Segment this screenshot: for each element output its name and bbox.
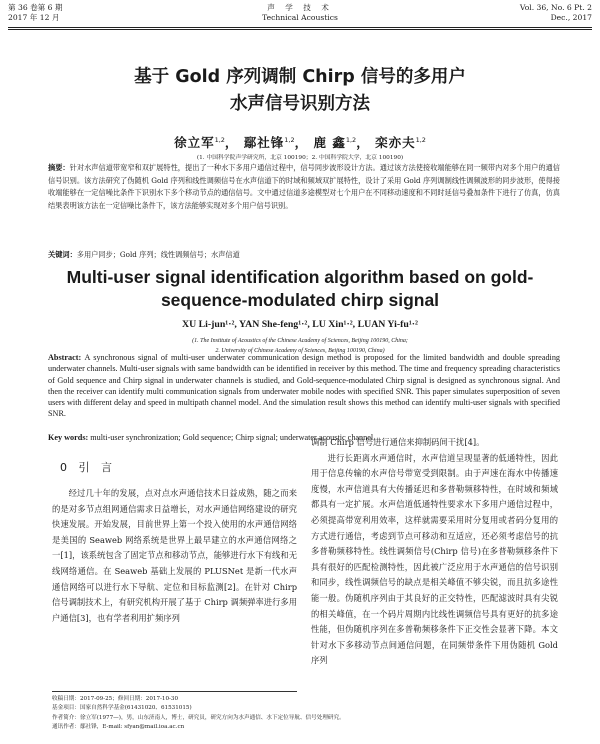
author-sup: 1,2 — [284, 135, 295, 144]
footnote-bio: 作者简介：徐立军(1977—)，男，山东济南人，博士，研究员，研究方向为水声通信、水下定位导航、信号处理研究。 — [52, 714, 345, 721]
footnote-fund: 基金项目：国家自然科学基金(61431020、61531015) — [52, 705, 192, 712]
authors-en: XU Li-jun¹·², YAN She-feng¹·², LU Xin¹·², LUAN Yi-fu¹·² — [182, 319, 418, 330]
title-cn-line2: 水声信号识别方法 — [230, 94, 370, 114]
author-cn: 栾亦夫 — [375, 135, 416, 150]
affiliation-en-2: 2. University of Chinese Academy of Sciences, Beijing 100190, China) — [215, 348, 385, 354]
volume-issue: 第 36 卷第 6 期 — [8, 3, 63, 12]
abstract-cn-label: 摘要： — [48, 163, 70, 172]
affiliation-en-1: (1. The Institute of Acoustics of the Chinese Academy of Sciences, Beijing 100190, China; — [192, 338, 408, 344]
journal-name — [8, 3, 592, 23]
abstract-cn-text: 针对水声信道带宽窄和双扩展特性，提出了一种水下多用户通信过程中，信号同步波形设计方法。通过该方法使接收端能够在同一频带内对多个用户的通信信号识别。该方法研究了伪随机 Gold 序列和线性调频信号在水声信道下的时域和频域双扩展特性，设计了采用 Gold 序列调制线性调频波形的同步波形，使得接收端能够在一定信噪比条件下识别水下多个移动节点的通信信号。文中通过信道多途模型对七个用户在不同移动速度和不同时延信号叠加条件下进行了仿真，仿真结果表明该方法在一定信噪比条件下，该方法能够实现对多个用户信号识别。 — [48, 163, 560, 210]
volume-en: Vol. 36, No. 6 Pt. 2 — [519, 3, 592, 12]
header-rule-thick — [8, 27, 592, 28]
title-cn — [0, 64, 600, 118]
keywords-cn-text: 多用户同步；Gold 序列；线性调频信号；水声信道 — [76, 250, 240, 259]
body-column-right — [311, 435, 558, 669]
authors-cn: 徐立军$^{1,2}$， 鄢社锋$^{1,2}$， 鹿 鑫$^{1,2}$， 栾亦夫$^{1,2}$ — [174, 135, 426, 150]
body-paragraph: 调制 Chirp 信号进行通信来抑制码间干扰[4]。 — [311, 437, 485, 447]
abstract-cn — [48, 162, 560, 212]
journal-name-cn: 声 学 技 术 — [267, 3, 333, 12]
title-en-line2: sequence-modulated chirp signal — [160, 290, 440, 310]
abstract-en-text: A synchronous signal of multi-user underwater communication design method is proposed for the limited bandwidth and double spreading underwater channels. Multi-user signals with same bandwidth can be identified in receiver by this method. The time and frequency spreading characteristics of Gold sequence and Chirp signal in underwater channels is studied, and Gold-sequence-modulated Chirp signal is designed as synchronous signal. And then the receiver can identify multi communication signals from underwater mobile nodes with specified SNR. This paper simulates superposition of seven users with different delay and speed in multipath channel model. And the simulation result shows this method can identify multi-user signals with specified SNR. — [48, 353, 561, 419]
body-paragraph: 进行长距离水声通信时，水声信道呈现显著的低通特性，因此用于信息传输的水声信号带宽受到限制。由于声速在海水中传播速度慢，水声信道具有大传播延迟和多普勒频移特性，在时域和频域都具有一定扩展。水声信道低通特性要求水下多用户通信过程中，必须提高带宽利用效率，这样就需要采用时分复用或者码分复用的方式进行通信，考虑到节点可移动和互适应，还必须考虑信号的抗多普勒频移特性。线性调频信号(Chirp 信号)在多普勒频移条件下具有很好的匹配检测特性，因此被广泛应用于水声通信的信号识别和同步，线性调频信号的缺点是相关峰值不够尖锐，而且抗多途性能一般。伪随机序列由于其良好的正交特性，匹配滤波时具有尖锐的相关峰值，在一个码片周期内比线性调频信号具有更好的抗多途性能，但伪随机序列在多普勒频移条件下正交性会显著下降。本文针对水下多移动节点间通信问题，在同频带条件下用伪随机 Gold 序列 — [311, 452, 558, 666]
header-rule-thin — [8, 29, 592, 30]
footnote-bio2: 通讯作者：鄢社锋，E-mail: sfyan@mail.ioa.ac.cn — [52, 724, 185, 731]
keywords-en-label: Key words: — [48, 433, 89, 442]
keywords-en-text: multi-user synchronization; Gold sequence; Chirp signal; underwater acoustic channel. — [90, 433, 376, 442]
author-sup: 1,2 — [345, 135, 357, 144]
affiliation-cn: (1. 中国科学院声学研究所，北京 100190；2. 中国科学院大学，北京 100190) — [196, 155, 404, 161]
abstract-en — [48, 352, 560, 420]
body-column-left — [52, 486, 297, 626]
author-sup: 1,2 — [214, 135, 225, 144]
footnotes — [52, 695, 345, 733]
keywords-cn — [48, 249, 560, 261]
author-cn: 徐立军 — [174, 135, 215, 150]
author-sup: 1,2 — [415, 135, 426, 144]
journal-volume-en — [520, 3, 592, 23]
author-cn: 鄢社锋 — [243, 135, 285, 150]
journal-name-en: Technical Acoustics — [262, 13, 338, 22]
section-heading-intro: 0 引 言 — [60, 461, 116, 474]
keywords-cn-label: 关键词： — [48, 250, 77, 259]
footnote-rule — [52, 691, 297, 692]
title-en — [0, 266, 600, 312]
date-en: Dec., 2017 — [550, 13, 592, 22]
author-cn: 鹿 鑫 — [313, 135, 346, 150]
body-paragraph: 经过几十年的发展，点对点水声通信技术日益成熟，随之而来的是对多节点组网通信需求日益增长，对水声通信网络建设的研究快速发展。开始发展，目前世界上第一个投入使用的水声通信网络是美国的 Seaweb 网络系统是世界上最早建立的水声通信网络之一[1]，该系统包含了固定节点和移动节点，能够进行水下有线和无线网络通信。在 Seaweb 基础上发展的 PLUSNet 是新一代水声通信网络可以进行水下导航、定位和目标监测[2]。在针对 Chirp 信号调制技术上，有研究机构开展了基于 Chirp 调频弹率进行多用户通信[3]，也有学者利用扩频序列 — [52, 488, 297, 623]
abstract-en-label: Abstract: — [48, 353, 82, 362]
title-cn-line1: 基于 Gold 序列调制 Chirp 信号的多用户 — [134, 67, 466, 87]
title-en-line1: Multi-user signal identification algorithm based on gold- — [66, 267, 534, 287]
issue-date: 2017 年 12 月 — [8, 13, 60, 22]
footnote-received: 收稿日期：2017-09-25；修回日期：2017-10-30 — [52, 696, 179, 702]
